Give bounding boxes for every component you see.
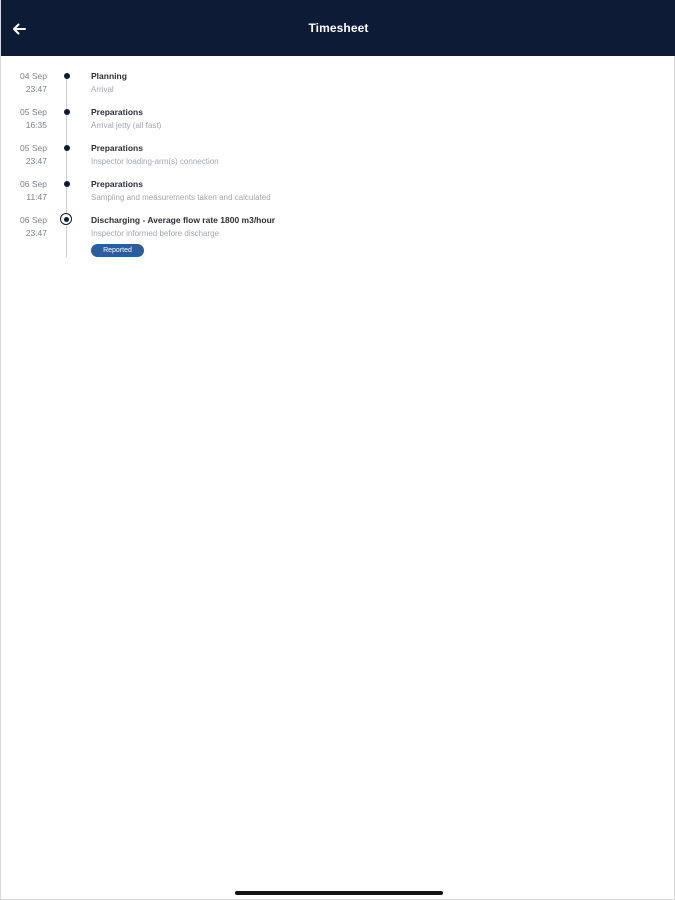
entry-subtitle: Sampling and measurements taken and calculated [91,193,271,202]
back-button[interactable] [7,18,31,40]
page-title: Timesheet [308,21,369,35]
timeline-dot [64,145,70,151]
entry-title: Preparations [91,107,143,117]
entry-date [7,142,47,168]
entry-date-time: 16:35 [25,120,47,130]
arrow-left-icon [12,23,26,35]
entry-date-time: 23:47 [25,228,47,238]
entry-subtitle: Inspector loading-arm(s) connection [91,157,219,166]
entry-date-day: 06 Sep [20,215,47,225]
entry-subtitle: Arrival jetty (all fast) [91,121,162,130]
timeline-dot [64,109,70,115]
entry-title: Planning [91,71,127,81]
entry-title: Discharging - Average flow rate 1800 m3/hour [91,215,276,225]
entry-date-day: 06 Sep [20,179,47,189]
app-header [1,0,675,56]
entry-date-day: 04 Sep [20,71,47,81]
entry-subtitle: Inspector informed before discharge [91,229,220,238]
timeline-line [66,73,67,257]
timeline-dot [64,181,70,187]
entry-date-time: 11:47 [26,192,47,202]
entry-date-day: 05 Sep [20,107,47,117]
entry-title: Preparations [91,143,143,153]
entry-date [7,178,47,204]
entry-title: Preparations [91,179,143,189]
timeline-dot-current [60,213,72,225]
entry-date [7,70,47,96]
entry-date-time: 23:47 [25,156,47,166]
status-badge: Reported [91,244,144,257]
timeline-dot-current-inner [64,217,69,222]
entry-date-day: 05 Sep [20,143,47,153]
entry-date [7,214,47,240]
timeline-dot [64,73,70,79]
entry-date [7,106,47,132]
entry-subtitle: Arrival [91,85,114,94]
entry-date-time: 23:47 [25,84,47,94]
home-indicator [235,891,443,895]
